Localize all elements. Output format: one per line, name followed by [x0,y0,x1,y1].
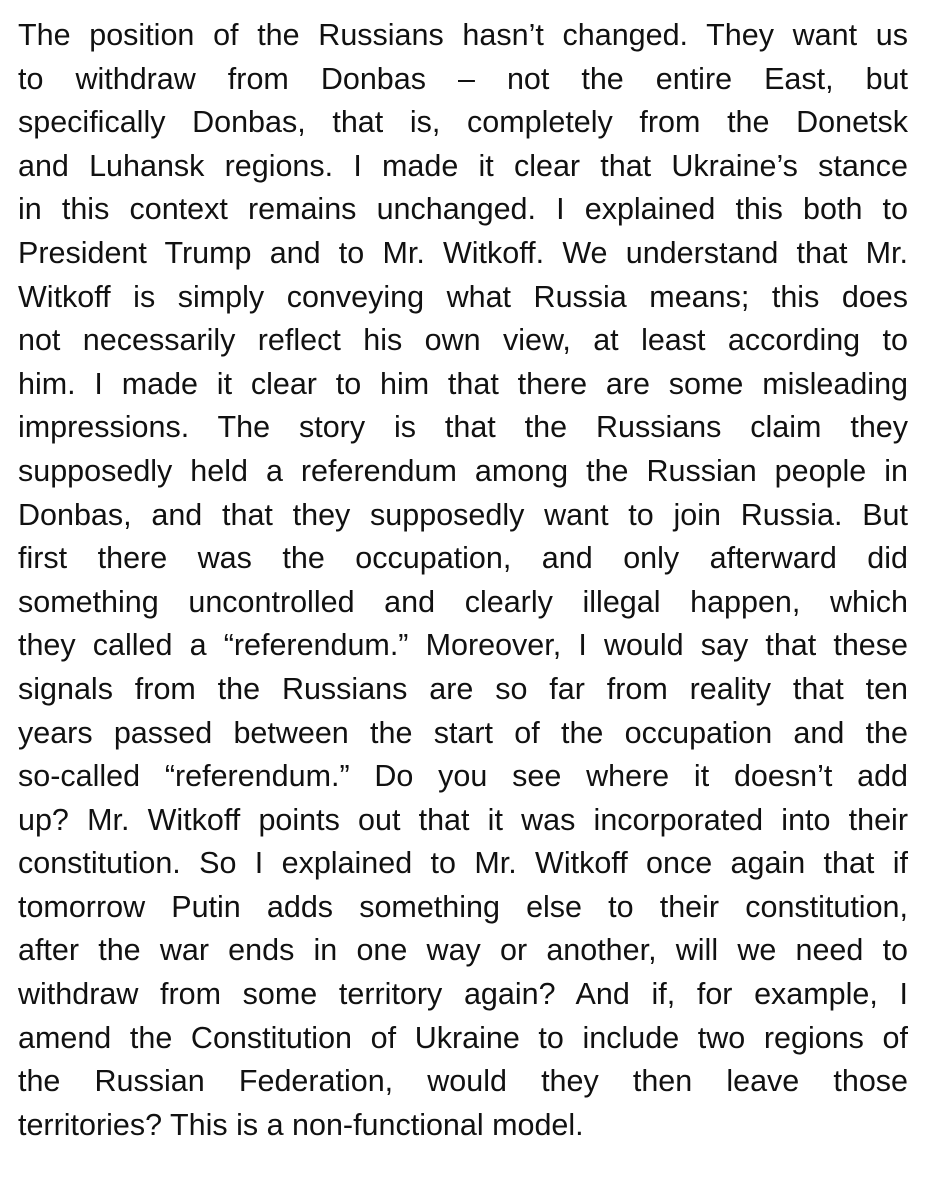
text-line: him. I made it clear to him that there are some misleading [18,366,908,401]
text-line: and Luhansk regions. I made it clear that Ukraine’s stance [18,148,908,183]
text-line: something uncontrolled and clearly illegal happen, which [18,584,908,619]
text-line: so-called “referendum.” Do you see where it doesn’t add [18,759,908,794]
text-line: first there was the occupation, and only afterward did [18,541,908,576]
text-line: tomorrow Putin adds something else to their constitution, [18,889,908,924]
text-line: after the war ends in one way or another, will we need to [18,933,908,968]
text-line: Donbas, and that they supposedly want to join Russia. But [18,497,908,532]
text-line: in this context remains unchanged. I explained this both to [18,192,908,227]
text-line: specifically Donbas, that is, completely from the Donetsk [18,105,908,140]
text-line: Witkoff is simply conveying what Russia means; this does [18,279,908,314]
text-line: withdraw from some territory again? And if, for example, I [18,977,908,1012]
text-line: not necessarily reflect his own view, at least according to [18,323,908,358]
text-line: President Trump and to Mr. Witkoff. We understand that Mr. [18,235,908,270]
text-line: supposedly held a referendum among the Russian people in [18,453,908,488]
text-line: territories? This is a non-functional model. [18,1107,584,1142]
body-text [18,14,908,1147]
text-line: they called a “referendum.” Moreover, I would say that these [18,628,908,663]
text-line: The position of the Russians hasn’t changed. They want us [18,18,908,52]
text-line: constitution. So I explained to Mr. Witkoff once again that if [18,846,908,881]
text-line: up? Mr. Witkoff points out that it was incorporated into their [18,802,908,837]
text-line: amend the Constitution of Ukraine to include two regions of [18,1020,908,1055]
text-line: impressions. The story is that the Russians claim they [18,410,908,445]
text-line: to withdraw from Donbas – not the entire East, but [18,61,908,96]
text-line: signals from the Russians are so far from reality that ten [18,671,908,706]
text-line: years passed between the start of the occupation and the [18,715,908,750]
text-line: the Russian Federation, would they then leave those [18,1064,908,1099]
